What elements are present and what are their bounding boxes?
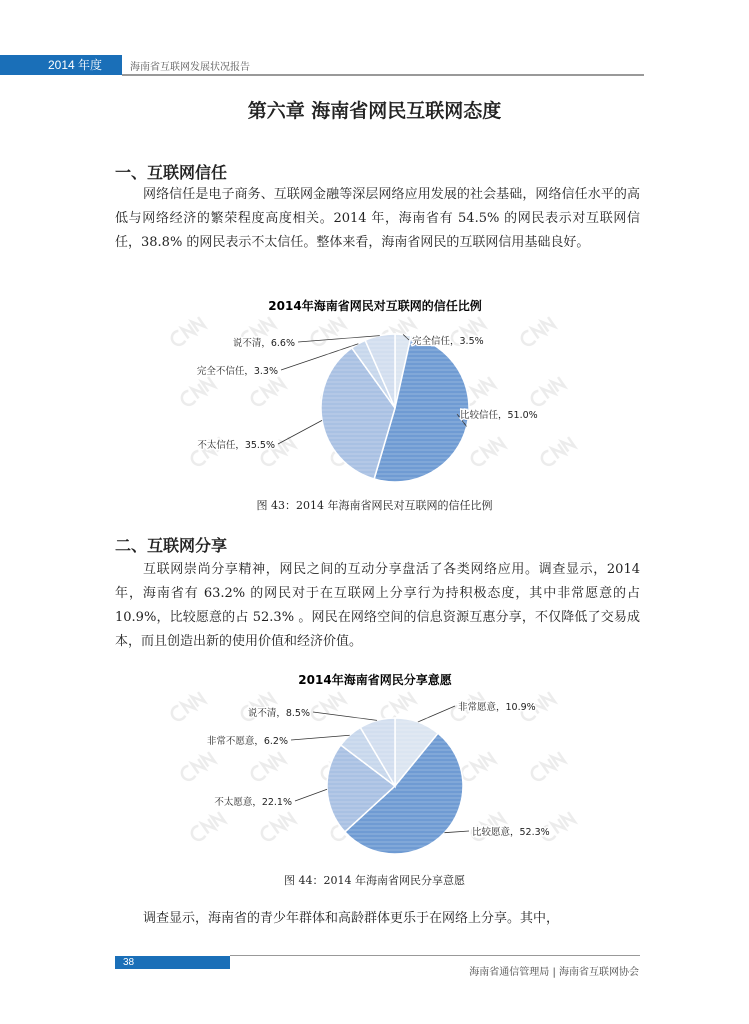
leader-line — [444, 831, 469, 833]
footer-divider — [230, 955, 640, 956]
data-label: 说不清，6.6% — [232, 338, 295, 349]
data-label: 非常愿意，10.9% — [458, 702, 536, 713]
footer-organizations: 海南省通信管理局 | 海南省互联网协会 — [469, 967, 639, 978]
figure-caption-43: 图 43：2014 年海南省网民对互联网的信任比例 — [256, 499, 493, 512]
section-heading-trust: 一、互联网信任 — [115, 163, 228, 182]
section-paragraph-trust: 网络信任是电子商务、互联网金融等深层网络应用发展的社会基础，网络信任水平的高低与网络经济的繁荣程度高度相关。2014 年，海南省有 54.5% 的网民表示对互联网信任，38.8% 的网民表示不太信任。整体来看，海南省网民的互联网信用基础良好。 — [115, 187, 640, 250]
data-label: 不太信任，35.5% — [197, 440, 275, 451]
sharing-pie-svg — [160, 670, 590, 868]
data-label: 比较愿意，52.3% — [472, 827, 550, 838]
page-number: 38 — [115, 956, 230, 969]
data-label: 完全不信任，3.3% — [196, 366, 278, 377]
leader-line — [278, 420, 322, 444]
closing-paragraph: 调查显示，海南省的青少年群体和高龄群体更乐于在网络上分享。其中， — [143, 911, 560, 926]
section-paragraph-sharing: 互联网崇尚分享精神，网民之间的互动分享盘活了各类网络应用。调查显示，2014 年，海南省有 63.2% 的网民对于在互联网上分享行为持积极态度，其中非常愿意的占 10.9%，比较愿意的占 52.3% 。网民在网络空间的信息资源互惠分享，不仅降低了交易成本，而且创造出新的使用价值和经济价值。 — [115, 562, 640, 649]
header-report-title: 海南省互联网发展状况报告 — [130, 62, 250, 73]
header-divider — [122, 74, 644, 76]
data-label: 完全信任，3.5% — [412, 336, 484, 347]
section-heading-sharing: 二、互联网分享 — [115, 536, 228, 555]
data-label: 比较信任，51.0% — [460, 410, 538, 421]
leader-line — [295, 789, 327, 801]
chapter-title: 第六章 海南省网民互联网态度 — [247, 100, 502, 122]
trust-pie-svg — [160, 296, 590, 491]
data-label: 非常不愿意，6.2% — [206, 736, 288, 747]
leader-line — [313, 712, 377, 720]
figure-caption-44: 图 44：2014 年海南省网民分享意愿 — [284, 874, 465, 887]
leader-line — [418, 706, 455, 722]
header-year: 2014 年度 — [0, 55, 122, 75]
chart-title: 2014年海南省网民对互联网的信任比例 — [268, 299, 482, 313]
chart-title: 2014年海南省网民分享意愿 — [298, 673, 452, 687]
trust-pie-chart — [160, 296, 590, 491]
sharing-pie-chart — [160, 670, 590, 868]
data-label: 不太愿意，22.1% — [214, 797, 292, 808]
data-label: 说不清，8.5% — [247, 708, 310, 719]
